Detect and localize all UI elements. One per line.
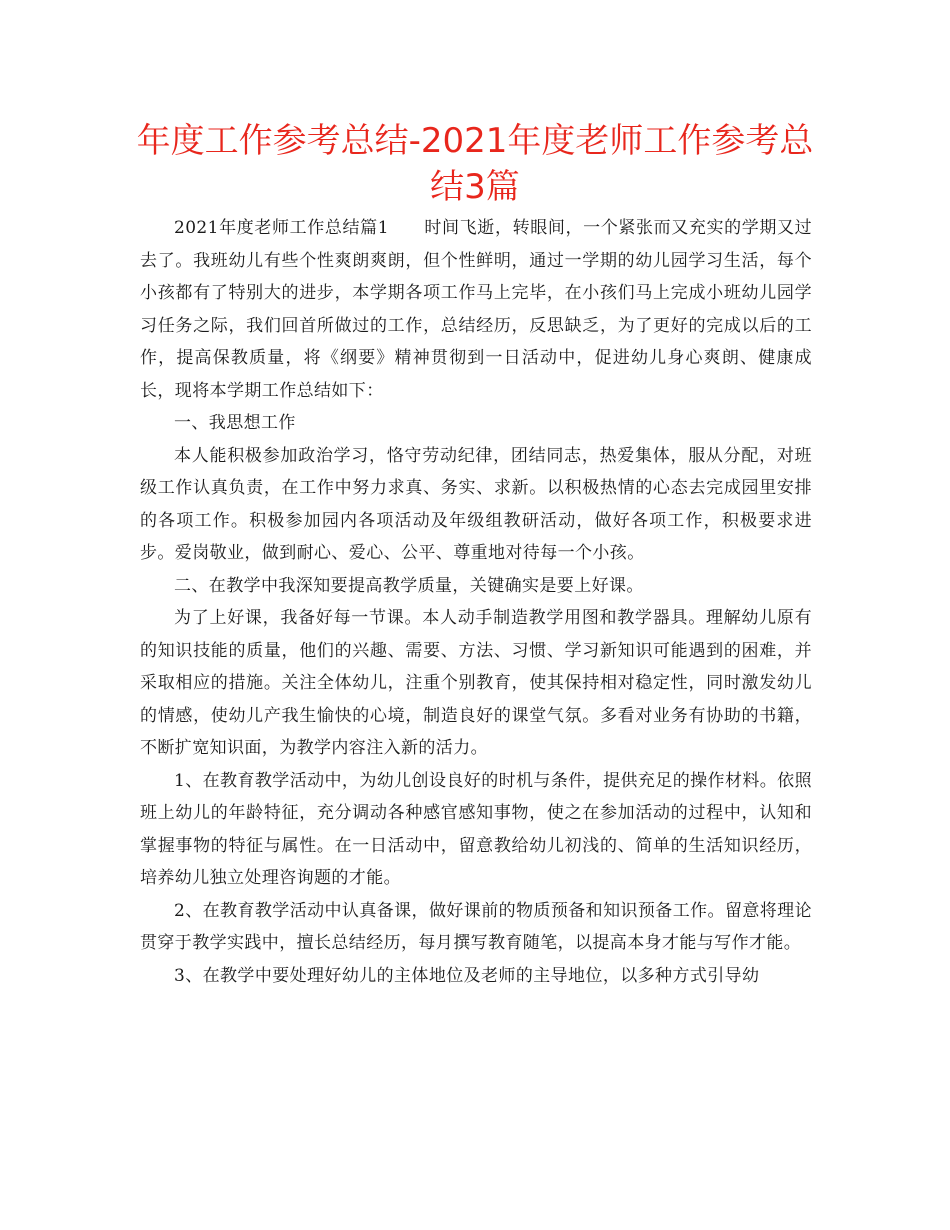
document-title: 年度工作参考总结-2021年度老师工作参考总结3篇 — [136, 121, 814, 207]
document-body — [140, 212, 812, 992]
paragraph: 2021年度老师工作总结篇1 时间飞逝，转眼间，一个紧张而又充实的学期又过去了。我班幼儿有些个性爽朗爽朗，但个性鲜明，通过一学期的幼儿园学习生活，每个小孩都有了特别大的进步，本学期各项工作马上完毕，在小孩们马上完成小班幼儿园学习任务之际，我们回首所做过的工作，总结经历，反思缺乏，为了更好的完成以后的工作，提高保教质量，将《纲要》精神贯彻到一日活动中，促进幼儿身心爽朗、健康成长，现将本学期工作总结如下： — [140, 218, 812, 401]
paragraph: 2、在教育教学活动中认真备课，做好课前的物质预备和知识预备工作。留意将理论贯穿于教学实践中，擅长总结经历，每月撰写教育随笔，以提高本身才能与写作才能。 — [140, 900, 812, 953]
paragraph: 本人能积极参加政治学习，恪守劳动纪律，团结同志，热爱集体，服从分配，对班级工作认真负责，在工作中努力求真、务实、求新。以积极热情的心态去完成园里安排的各项工作。积极参加园内各项活动及年级组教研活动，做好各项工作，积极要求进步。爱岗敬业，做到耐心、爱心、公平、尊重地对待每一个小孩。 — [140, 445, 812, 563]
paragraph: 1、在教育教学活动中，为幼儿创设良好的时机与条件，提供充足的操作材料。依照班上幼儿的年龄特征，充分调动各种感官感知事物，使之在参加活动的过程中，认知和掌握事物的特征与属性。在一日活动中，留意教给幼儿初浅的、简单的生活知识经历，培养幼儿独立处理咨询题的才能。 — [140, 770, 812, 888]
section-heading: 二、在教学中我深知要提高教学质量，关键确实是要上好课。 — [174, 575, 644, 596]
section-heading: 一、我思想工作 — [174, 413, 296, 433]
paragraph: 3、在教学中要处理好幼儿的主体地位及老师的主导地位，以多种方式引导幼 — [174, 965, 760, 986]
paragraph: 为了上好课，我备好每一节课。本人动手制造教学用图和教学器具。理解幼儿原有的知识技能的质量，他们的兴趣、需要、方法、习惯、学习新知识可能遇到的困难，并采取相应的措施。关注全体幼儿，注重个别教育，使其保持相对稳定性，同时激发幼儿的情感，使幼儿产我生愉快的心境，制造良好的课堂气氛。多看对业务有协助的书籍，不断扩宽知识面，为教学内容注入新的活力。 — [140, 608, 812, 758]
